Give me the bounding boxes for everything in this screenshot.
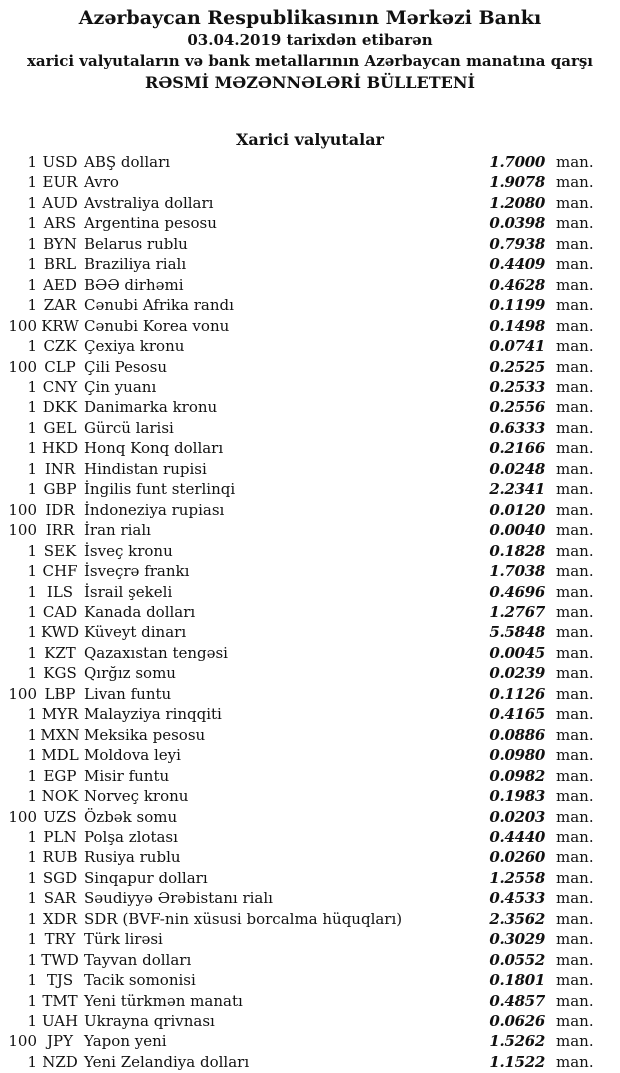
currency-quantity: 100 [8, 684, 37, 703]
rate-value: 0.1801 [489, 971, 545, 990]
rate-unit-label: man. [556, 357, 594, 376]
currency-quantity: 1 [27, 746, 37, 765]
rate-value: 1.9078 [489, 173, 545, 192]
currency-name: SDR (BVF-nin xüsusi borcalma hüquqları) [84, 909, 403, 928]
currency-code: BRL [43, 255, 77, 274]
currency-quantity: 1 [27, 787, 37, 806]
currency-quantity: 1 [27, 173, 37, 192]
table-row [0, 275, 620, 295]
rates-table [0, 152, 620, 1072]
currency-code: CLP [44, 357, 76, 376]
currency-code: PLN [43, 827, 77, 846]
currency-name: Tacik somonisi [84, 971, 196, 990]
rate-unit-label: man. [556, 725, 594, 744]
rate-value: 1.1522 [489, 1052, 545, 1071]
currency-name: Avstraliya dolları [84, 193, 214, 212]
currency-code: MDL [41, 746, 79, 765]
currency-code: KGS [43, 664, 77, 683]
rate-value: 1.5262 [489, 1032, 545, 1051]
rate-unit-label: man. [556, 459, 594, 478]
bulletin-title: RƏSMİ MƏZƏNNƏLƏRİ BÜLLETENİ [145, 73, 475, 92]
rate-unit-label: man. [556, 418, 594, 437]
rate-unit-label: man. [556, 562, 594, 581]
currency-code: KWD [40, 623, 80, 642]
currency-quantity: 100 [8, 357, 37, 376]
currency-code: DKK [42, 398, 78, 417]
rate-value: 0.0398 [489, 214, 545, 233]
rate-value: 5.5848 [489, 623, 545, 642]
currency-quantity: 1 [27, 930, 37, 949]
currency-quantity: 1 [27, 582, 37, 601]
rate-unit-label: man. [556, 909, 594, 928]
rate-unit-label: man. [556, 234, 594, 253]
currency-code: MYR [41, 705, 79, 724]
currency-name: Qırğız somu [84, 664, 176, 683]
table-row [0, 479, 620, 499]
currency-code: CNY [42, 377, 78, 396]
table-row [0, 663, 620, 683]
rate-value: 0.0741 [489, 337, 545, 356]
rate-value: 0.0045 [489, 643, 545, 662]
currency-name: Küveyt dinarı [84, 623, 187, 642]
currency-name: Braziliya rialı [84, 255, 187, 274]
section-title-foreign-currencies: Xarici valyutalar [236, 130, 384, 149]
rate-value: 0.1126 [489, 684, 545, 703]
rate-value: 0.4440 [489, 827, 545, 846]
rate-unit-label: man. [556, 664, 594, 683]
currency-quantity: 1 [27, 868, 37, 887]
currency-quantity: 1 [27, 602, 37, 621]
rate-unit-label: man. [556, 500, 594, 519]
currency-quantity: 1 [27, 1012, 37, 1031]
rate-unit-label: man. [556, 337, 594, 356]
table-row [0, 991, 620, 1011]
table-row [0, 377, 620, 397]
rate-unit-label: man. [556, 193, 594, 212]
rate-unit-label: man. [556, 296, 594, 315]
currency-code: TRY [44, 930, 76, 949]
currency-quantity: 1 [27, 766, 37, 785]
currency-quantity: 1 [27, 705, 37, 724]
currency-quantity: 1 [27, 909, 37, 928]
table-row [0, 970, 620, 990]
rate-value: 0.2556 [489, 398, 545, 417]
currency-name: Səudiyyə Ərəbistanı rialı [84, 889, 273, 908]
currency-name: BƏƏ dirhəmi [84, 275, 184, 294]
currency-name: Sinqapur dolları [84, 868, 208, 887]
rate-unit-label: man. [556, 787, 594, 806]
currency-name: Norveç kronu [84, 787, 189, 806]
rate-value: 0.0886 [489, 725, 545, 744]
table-row [0, 868, 620, 888]
currency-quantity: 100 [8, 500, 37, 519]
rate-value: 0.0260 [489, 848, 545, 867]
table-row [0, 316, 620, 336]
rate-value: 0.4533 [489, 889, 545, 908]
rate-value: 0.4165 [489, 705, 545, 724]
rate-value: 0.0552 [489, 950, 545, 969]
currency-quantity: 100 [8, 807, 37, 826]
rate-unit-label: man. [556, 705, 594, 724]
rate-unit-label: man. [556, 746, 594, 765]
currency-quantity: 100 [8, 1032, 37, 1051]
currency-quantity: 1 [27, 562, 37, 581]
currency-name: Kanada dolları [84, 602, 196, 621]
currency-code: KZT [44, 643, 76, 662]
rate-unit-label: man. [556, 521, 594, 540]
currency-name: Avro [84, 173, 119, 192]
table-row [0, 295, 620, 315]
currency-name: Qazaxıstan tengəsi [84, 643, 228, 662]
rate-value: 0.1828 [489, 541, 545, 560]
rate-unit-label: man. [556, 602, 594, 621]
currency-name: Livan funtu [84, 684, 172, 703]
table-row [0, 643, 620, 663]
rate-unit-label: man. [556, 1012, 594, 1031]
rate-value: 1.2558 [489, 868, 545, 887]
rate-unit-label: man. [556, 398, 594, 417]
currency-code: XDR [43, 909, 77, 928]
currency-name: Yeni türkmən manatı [84, 991, 243, 1010]
currency-name: İsveçrə frankı [84, 562, 190, 581]
currency-code: TWD [41, 950, 79, 969]
rate-value: 0.4696 [489, 582, 545, 601]
rate-unit-label: man. [556, 214, 594, 233]
currency-name: Misir funtu [84, 766, 170, 785]
rate-value: 0.2525 [489, 357, 545, 376]
currency-code: KRW [41, 316, 79, 335]
currency-quantity: 1 [27, 643, 37, 662]
currency-code: AUD [42, 193, 78, 212]
table-row [0, 213, 620, 233]
rate-value: 1.7000 [489, 153, 545, 171]
table-row [0, 704, 620, 724]
table-row [0, 684, 620, 704]
currency-code: ILS [46, 582, 74, 601]
rate-unit-label: man. [556, 377, 594, 396]
table-row [0, 1031, 620, 1051]
currency-code: INR [44, 459, 76, 478]
currency-name: İngilis funt sterlinqi [84, 480, 236, 499]
currency-name: Türk lirəsi [84, 930, 163, 949]
table-row [0, 336, 620, 356]
table-row [0, 745, 620, 765]
currency-code: ZAR [43, 296, 77, 315]
table-row [0, 602, 620, 622]
rate-unit-label: man. [556, 275, 594, 294]
table-row [0, 929, 620, 949]
table-row [0, 438, 620, 458]
currency-name: Belarus rublu [84, 234, 188, 253]
table-row [0, 520, 620, 540]
rate-value: 0.7938 [489, 234, 545, 253]
rate-unit-label: man. [556, 1052, 594, 1071]
table-row [0, 786, 620, 806]
rate-value: 2.3562 [489, 909, 545, 928]
rate-value: 0.0120 [489, 500, 545, 519]
table-row [0, 847, 620, 867]
rate-unit-label: man. [556, 153, 594, 171]
currency-quantity: 1 [27, 889, 37, 908]
currency-name: Yeni Zelandiya dolları [84, 1052, 250, 1071]
rate-value: 0.4409 [489, 255, 545, 274]
currency-code: SGD [42, 868, 78, 887]
currency-quantity: 1 [27, 725, 37, 744]
currency-name: Polşa zlotası [84, 827, 178, 846]
currency-code: CZK [43, 337, 77, 356]
currency-name: Çin yuanı [84, 377, 157, 396]
currency-code: LBP [44, 684, 76, 703]
currency-name: Danimarka kronu [84, 398, 218, 417]
table-row [0, 582, 620, 602]
currency-code: IRR [45, 521, 75, 540]
rate-value: 2.2341 [489, 480, 545, 499]
currency-quantity: 1 [27, 296, 37, 315]
currency-name: Moldova leyi [84, 746, 181, 765]
rate-unit-label: man. [556, 807, 594, 826]
currency-code: CHF [42, 562, 78, 581]
currency-quantity: 1 [27, 623, 37, 642]
currency-quantity: 100 [8, 316, 37, 335]
rate-value: 0.6333 [489, 418, 545, 437]
currency-quantity: 1 [27, 439, 37, 458]
table-row [0, 950, 620, 970]
currency-code: ARS [43, 214, 77, 233]
table-row [0, 234, 620, 254]
rate-unit-label: man. [556, 316, 594, 335]
rate-unit-label: man. [556, 930, 594, 949]
rate-unit-label: man. [556, 541, 594, 560]
currency-code: CAD [42, 602, 78, 621]
currency-quantity: 1 [27, 1052, 37, 1071]
currency-quantity: 1 [27, 193, 37, 212]
table-row [0, 397, 620, 417]
currency-code: UZS [43, 807, 77, 826]
table-row [0, 541, 620, 561]
table-row [0, 357, 620, 377]
currency-quantity: 1 [27, 418, 37, 437]
currency-quantity: 1 [27, 827, 37, 846]
currency-quantity: 1 [27, 255, 37, 274]
currency-quantity: 1 [27, 234, 37, 253]
currency-name: Cənubi Afrika randı [84, 296, 234, 315]
currency-quantity: 1 [27, 275, 37, 294]
currency-name: Özbək somu [84, 807, 178, 826]
rate-unit-label: man. [556, 889, 594, 908]
currency-name: Çili Pesosu [84, 357, 168, 376]
table-row [0, 725, 620, 745]
rate-unit-label: man. [556, 623, 594, 642]
rate-unit-label: man. [556, 848, 594, 867]
rate-unit-label: man. [556, 766, 594, 785]
page-title: Azərbaycan Respublikasının Mərkəzi Bankı [78, 7, 542, 29]
currency-name: İran rialı [84, 521, 151, 540]
rate-value: 1.7038 [489, 562, 545, 581]
currency-name: Hindistan rupisi [84, 459, 207, 478]
table-row [0, 1052, 620, 1072]
table-row [0, 418, 620, 438]
currency-quantity: 1 [27, 971, 37, 990]
currency-quantity: 1 [27, 214, 37, 233]
currency-name: İsveç kronu [84, 541, 173, 560]
currency-quantity: 1 [27, 337, 37, 356]
rate-value: 0.1498 [489, 316, 545, 335]
currency-name: Ukrayna qrivnası [84, 1012, 215, 1031]
currency-name: İndoneziya rupiası [84, 500, 225, 519]
currency-quantity: 100 [8, 521, 37, 540]
rate-unit-label: man. [556, 991, 594, 1010]
table-row [0, 807, 620, 827]
currency-code: NOK [41, 787, 79, 806]
currency-quantity: 1 [27, 848, 37, 867]
table-row [0, 500, 620, 520]
table-row [0, 909, 620, 929]
currency-quantity: 1 [27, 991, 37, 1010]
currency-quantity: 1 [27, 541, 37, 560]
table-row [0, 827, 620, 847]
rate-value: 1.2767 [489, 602, 545, 621]
currency-name: Meksika pesosu [84, 725, 206, 744]
currency-name: ABŞ dolları [84, 153, 171, 171]
currency-code: USD [42, 153, 78, 171]
rate-unit-label: man. [556, 643, 594, 662]
rate-value: 0.4628 [489, 275, 545, 294]
currency-code: BYN [43, 234, 77, 253]
rate-unit-label: man. [556, 439, 594, 458]
currency-code: EGP [43, 766, 77, 785]
currency-name: Cənubi Korea vonu [84, 316, 230, 335]
table-row [0, 459, 620, 479]
currency-name: İsrail şekeli [84, 582, 173, 601]
rate-value: 1.2080 [489, 193, 545, 212]
rate-value: 0.0248 [489, 459, 545, 478]
table-row [0, 561, 620, 581]
table-row [0, 622, 620, 642]
currency-code: MXN [40, 725, 80, 744]
currency-quantity: 1 [27, 153, 37, 171]
currency-code: AED [43, 275, 77, 294]
rate-unit-label: man. [556, 255, 594, 274]
document-subtitle: xarici valyutaların və bank metallarının Azərbaycan manatına qarşı [26, 52, 594, 70]
currency-quantity: 1 [27, 398, 37, 417]
rate-value: 0.1983 [489, 787, 545, 806]
currency-code: TMT [42, 991, 78, 1010]
table-row [0, 172, 620, 192]
table-row [0, 193, 620, 213]
currency-code: GEL [43, 418, 77, 437]
currency-code: EUR [42, 173, 78, 192]
currency-quantity: 1 [27, 459, 37, 478]
table-row [0, 766, 620, 786]
rate-unit-label: man. [556, 868, 594, 887]
rate-value: 0.0239 [489, 664, 545, 683]
currency-code: SAR [43, 889, 77, 908]
rate-unit-label: man. [556, 971, 594, 990]
currency-quantity: 1 [27, 377, 37, 396]
rate-unit-label: man. [556, 480, 594, 499]
rate-value: 0.4857 [489, 991, 545, 1010]
currency-code: TJS [46, 971, 74, 990]
currency-code: NZD [42, 1052, 78, 1071]
rate-unit-label: man. [556, 582, 594, 601]
effective-date-line: 03.04.2019 tarixdən etibarən [187, 31, 433, 49]
currency-code: UAH [41, 1012, 79, 1031]
currency-name: Rusiya rublu [84, 848, 181, 867]
rate-value: 0.2166 [489, 439, 545, 458]
rate-unit-label: man. [556, 1032, 594, 1051]
rate-value: 0.0982 [489, 766, 545, 785]
currency-quantity: 1 [27, 950, 37, 969]
rate-value: 0.0203 [489, 807, 545, 826]
currency-name: Malayziya rinqqiti [84, 705, 222, 724]
rate-unit-label: man. [556, 173, 594, 192]
currency-name: Çexiya kronu [84, 337, 185, 356]
currency-quantity: 1 [27, 664, 37, 683]
currency-name: Tayvan dolları [84, 950, 192, 969]
rate-value: 0.1199 [489, 296, 545, 315]
rate-unit-label: man. [556, 950, 594, 969]
rate-value: 0.0626 [489, 1012, 545, 1031]
currency-name: Argentina pesosu [84, 214, 217, 233]
currency-name: Gürcü larisi [84, 418, 174, 437]
rate-value: 0.0040 [489, 521, 545, 540]
rate-unit-label: man. [556, 827, 594, 846]
currency-code: SEK [43, 541, 77, 560]
rate-value: 0.2533 [489, 377, 545, 396]
rate-value: 0.3029 [489, 930, 545, 949]
currency-code: GBP [43, 480, 77, 499]
table-row [0, 1011, 620, 1031]
currency-code: IDR [45, 500, 75, 519]
table-row [0, 254, 620, 274]
currency-name: Yapon yeni [84, 1032, 167, 1051]
rate-value: 0.0980 [489, 746, 545, 765]
currency-code: JPY [46, 1032, 73, 1051]
currency-code: HKD [41, 439, 79, 458]
table-row [0, 888, 620, 908]
currency-quantity: 1 [27, 480, 37, 499]
currency-code: RUB [42, 848, 78, 867]
currency-name: Honq Konq dolları [84, 439, 224, 458]
table-row [0, 152, 620, 172]
rate-unit-label: man. [556, 684, 594, 703]
